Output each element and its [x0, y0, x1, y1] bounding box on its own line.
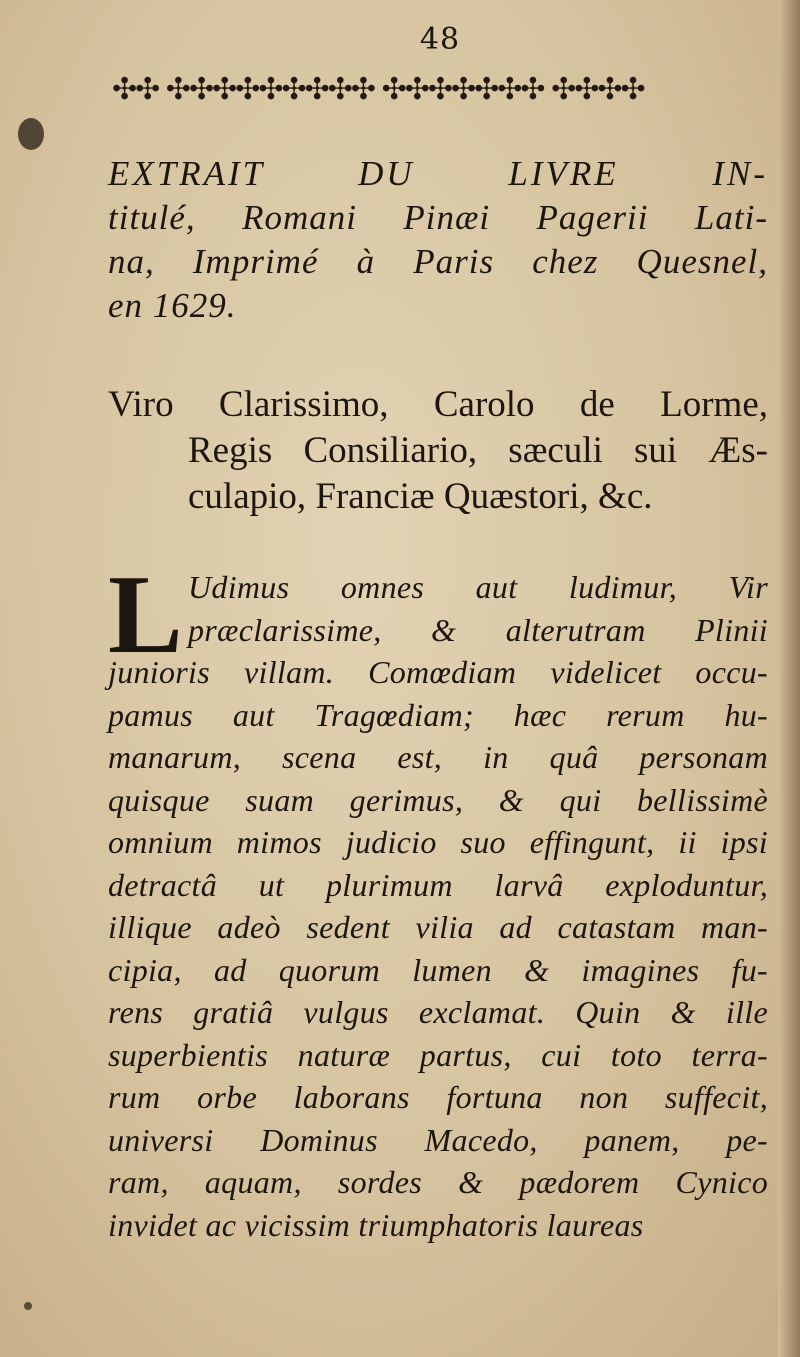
- body-line: rens gratiâ vulgus exclamat. Quin & ille: [108, 994, 768, 1030]
- body-line: invidet ac vicissim triumphatoris laureas: [108, 1206, 644, 1243]
- page-gutter: [778, 0, 800, 1357]
- body-line: quisque suam gerimus, & qui bellissimè: [108, 781, 768, 818]
- page-number: 48: [419, 22, 461, 57]
- dedication-line: culapio, Franciæ Quæstori, &c.: [188, 476, 653, 517]
- body-line: universi Dominus Macedo, panem, pe-: [108, 1121, 768, 1158]
- dedication-line: Regis Consiliario, sæculi sui Æs-: [188, 430, 768, 471]
- title-line: na, Imprimé à Paris chez Quesnel,: [108, 242, 768, 281]
- body-line: junioris villam. Comœdiam videlicet occu-: [108, 654, 768, 690]
- body-text: [108, 553, 768, 1246]
- ink-spot: [24, 1302, 32, 1310]
- body-line: ram, aquam, sordes & pædorem Cynico: [108, 1164, 768, 1200]
- ink-smudge: [18, 118, 44, 150]
- title-line: EXTRAIT DU LIVRE IN-: [108, 154, 768, 193]
- body-line: manarum, scena est, in quâ personam: [108, 739, 768, 775]
- dedication-line: Viro Clarissimo, Carolo de Lorme,: [108, 384, 768, 425]
- body-line: omnium mimos judicio suo effingunt, ii ipsi: [108, 824, 768, 860]
- body-line: superbientis naturæ partus, cui toto terra-: [108, 1036, 768, 1073]
- dedication: [108, 382, 768, 520]
- title-line: titulé, Romani Pinæi Pagerii Lati-: [108, 198, 768, 237]
- title-line: en 1629.: [108, 286, 237, 325]
- body-line: rum orbe laborans fortuna non suffecit,: [108, 1079, 768, 1115]
- body-line: præclarissime, & alterutram Plinii: [188, 611, 768, 648]
- body-line: cipia, ad quorum lumen & imagines fu-: [108, 951, 768, 988]
- ornament-band: ✣✣ ✣✣✣✣✣✣✣✣✣ ✣✣✣✣✣✣✣ ✣✣✣✣: [112, 72, 644, 107]
- extract-title: [108, 152, 768, 328]
- drop-cap: L: [108, 553, 183, 677]
- body-line: pamus aut Tragœdiam; hæc rerum hu-: [108, 696, 768, 733]
- body-line: detractâ ut plurimum larvâ exploduntur,: [108, 866, 768, 903]
- body-line: illique adeò sedent vilia ad catastam man-: [108, 909, 768, 945]
- body-line: Udimus omnes aut ludimur, Vir: [188, 569, 768, 605]
